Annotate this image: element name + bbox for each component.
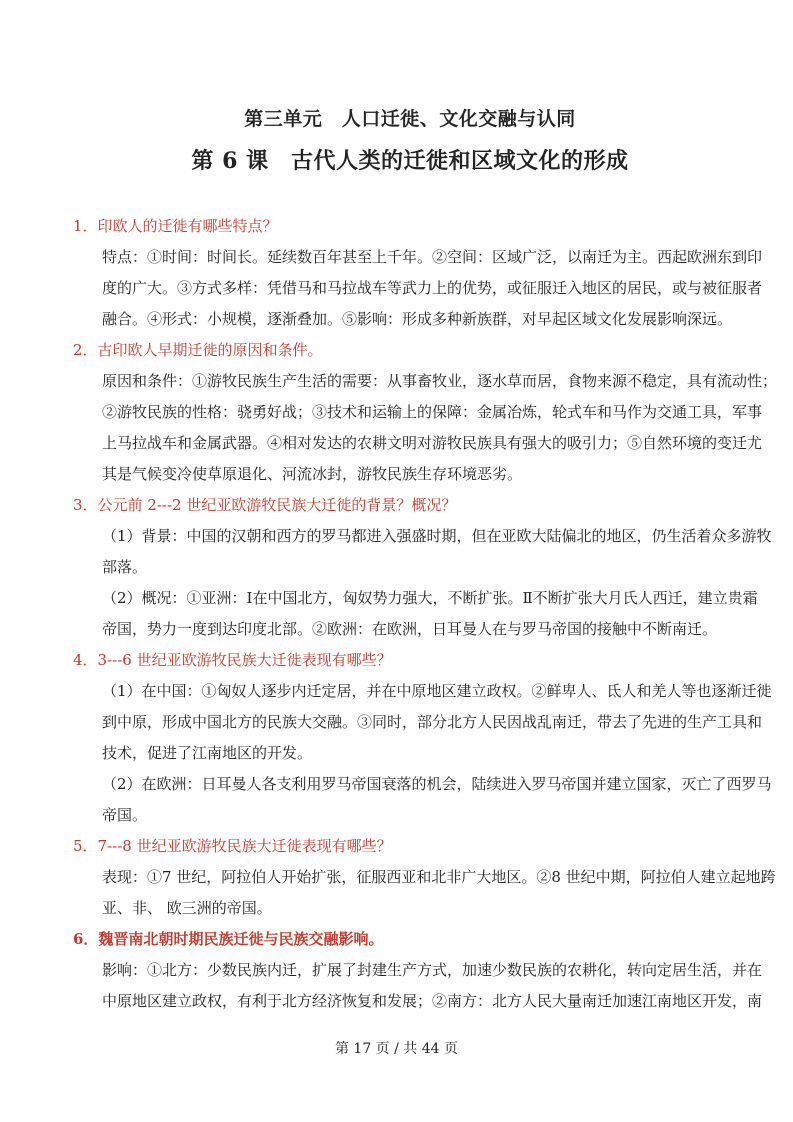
section-paragraph [73, 955, 763, 1017]
paragraph-line: 融合。④形式：小规模，逐渐叠加。⑤影响：形成多种新族群，对早起区域文化发展影响深远。 [102, 310, 733, 328]
paragraph-line: 技术，促进了江南地区的开发。 [102, 744, 313, 762]
section-heading: 5．7---8 世纪亚欧游牧民族大迁徙表现有哪些？ [73, 837, 392, 855]
section-heading: 3．公元前 2---2 世纪亚欧游牧民族大迁徙的背景？概况？ [73, 496, 457, 514]
paragraph-line: （2）概况：①亚洲：Ⅰ在中国北方，匈奴势力强大，不断扩张。Ⅱ不断扩张大月氏人西迁，建立贵霜 [102, 589, 758, 607]
paragraph-line: （1）背景：中国的汉朝和西方的罗马都进入强盛时期，但在亚欧大陆偏北的地区，仍生活着众多游牧 [102, 527, 772, 545]
document-body [73, 211, 778, 1017]
lesson-title: 第 6 课 古代人类的迁徙和区域文化的形成 [191, 148, 629, 174]
section-heading: 2．古印欧人早期迁徙的原因和条件。 [73, 341, 323, 359]
paragraph-line: 上马拉战车和金属武器。④相对发达的农耕文明对游牧民族具有强大的吸引力；⑤自然环境的变迁尤 [102, 434, 763, 452]
paragraph-line: （1）在中国：①匈奴人逐步内迁定居，并在中原地区建立政权。②鲜卑人、氐人和羌人等也逐渐迁徙 [102, 682, 772, 700]
section-paragraph [73, 583, 758, 645]
paragraph-line: 部落。 [102, 558, 148, 576]
section-heading: 1．印欧人的迁徙有哪些特点？ [73, 217, 278, 235]
paragraph-line: 帝国。 [102, 806, 148, 824]
section-paragraph [73, 242, 763, 335]
section-heading: 4．3---6 世纪亚欧游牧民族大迁徙表现有哪些？ [73, 651, 392, 669]
paragraph-line: 特点：①时间：时间长。延续数百年甚至上千年。②空间：区域广泛，以南迁为主。西起欧洲东到印 [102, 248, 763, 266]
paragraph-line: （2）在欧洲：日耳曼人各支利用罗马帝国衰落的机会，陆续进入罗马帝国并建立国家，灭亡了西罗马 [102, 775, 772, 793]
section-paragraph [73, 676, 772, 769]
page-footer: 第 17 页 / 共 44 页 [334, 1041, 459, 1057]
section-heading: 6．魏晋南北朝时期民族迁徙与民族交融影响。 [73, 930, 384, 948]
section-paragraph [73, 769, 772, 831]
paragraph-line: 到中原，形成中国北方的民族大交融。③同时，部分北方人民因战乱南迁，带去了先进的生产工具和 [102, 713, 763, 731]
paragraph-line: 亚、非、 欧三洲的帝国。 [102, 899, 272, 917]
unit-title: 第三单元 人口迁徙、文化交融与认同 [244, 108, 576, 130]
paragraph-line: ②游牧民族的性格：骁勇好战；③技术和运输上的保障：金属冶炼，轮式车和马作为交通工具，军事 [102, 403, 763, 421]
paragraph-line: 原因和条件：①游牧民族生产生活的需要：从事畜牧业，逐水草而居，食物来源不稳定，具有流动性； [102, 372, 778, 390]
paragraph-line: 帝国，势力一度到达印度北部。②欧洲：在欧洲，日耳曼人在与罗马帝国的接触中不断南迁。 [102, 620, 718, 638]
section-paragraph [73, 862, 776, 924]
section-paragraph [73, 366, 778, 490]
paragraph-line: 影响：①北方：少数民族内迁，扩展了封建生产方式，加速少数民族的农耕化，转向定居生活，并在 [102, 961, 763, 979]
section-paragraph [73, 521, 772, 583]
paragraph-line: 度的广大。③方式多样：凭借马和马拉战车等武力上的优势，或征服迁入地区的居民，或与被征服者 [102, 279, 763, 297]
paragraph-line: 中原地区建立政权，有利于北方经济恢复和发展；②南方：北方人民大量南迁加速江南地区开发，南 [102, 992, 763, 1010]
paragraph-line: 表现：①7 世纪，阿拉伯人开始扩张，征服西亚和北非广大地区。②8 世纪中期，阿拉伯人建立起地跨 [102, 868, 776, 886]
paragraph-line: 其是气候变冷使草原退化、河流冰封，游牧民族生存环境恶劣。 [102, 465, 523, 483]
